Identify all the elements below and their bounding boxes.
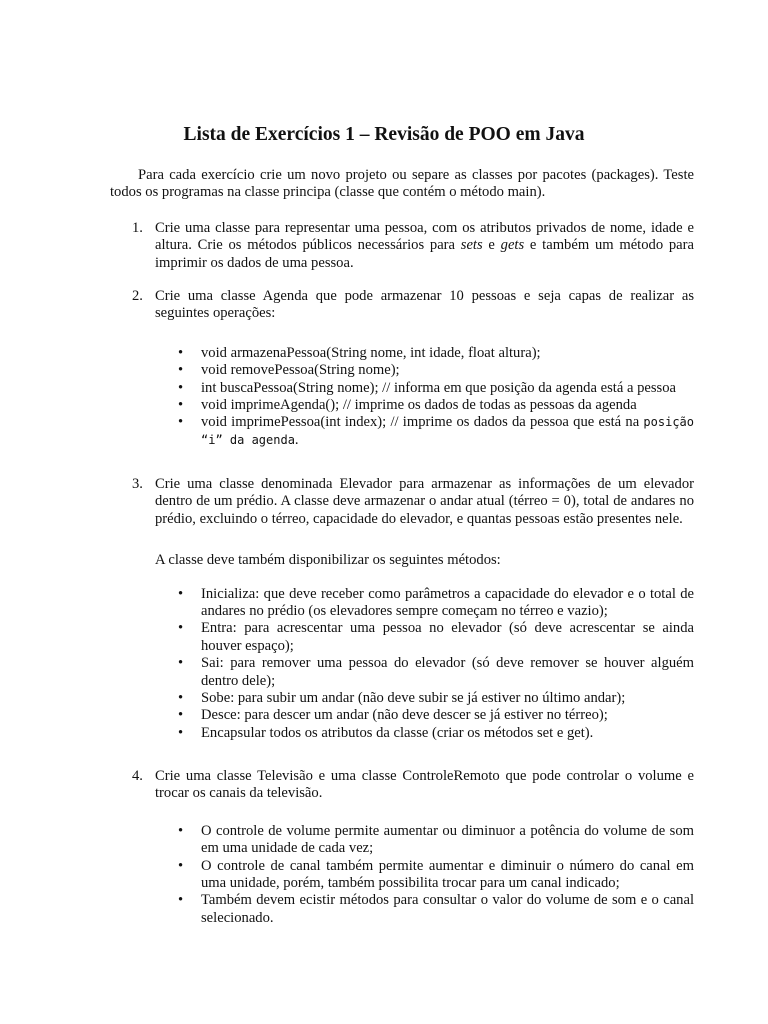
exercise-number: 4. [132, 768, 143, 784]
mono-fragment: posição “i” da agenda [201, 415, 694, 447]
exercise-text: Crie uma classe denominada Elevador para armazenar as informações de um elevador dentro de um prédio. A classe deve armazenar o andar atual (térreo = 0), total de andares no prédio, excluindo o térreo, capacidade do elevador, e quantas pessoas estão presentes nele. [155, 476, 694, 527]
exercise-4 [132, 768, 694, 927]
list-item: • Entra: para acrescentar uma pessoa no elevador (só deve acrescentar se ainda houver espaço); [178, 620, 694, 654]
list-item: • void imprimePessoa(int index); // imprime os dados da pessoa que está na posição “i” da agenda. [178, 414, 694, 448]
bullet-icon: • [178, 397, 184, 414]
list-item: • Inicializa: que deve receber como parâmetros a capacidade do elevador e o total de andares no prédio (os elevadores sempre começam no térreo e vazio); [178, 585, 694, 620]
bullet-icon: • [178, 414, 184, 431]
list-item: • Sobe: para subir um andar (não deve subir se já estiver no último andar); [178, 690, 626, 707]
bullet-icon: • [178, 585, 184, 602]
list-item: • int buscaPessoa(String nome); // informa em que posição da agenda está a pessoa [178, 379, 676, 396]
exercise-3 [132, 476, 694, 742]
exercise-number: 1. [132, 220, 143, 236]
elevator-method-list [178, 586, 694, 743]
sets-term: sets [460, 237, 483, 254]
exercise-text: Crie uma classe Televisão e uma classe ControleRemoto que pode controlar o volume e trocar os canais da televisão. [155, 768, 694, 802]
list-item: • Encapsular todos os atributos da classe (criar os métodos set e get). [178, 724, 594, 741]
exercise-number: 2. [132, 288, 143, 304]
exercise-1 [132, 220, 694, 272]
bullet-icon: • [178, 379, 184, 396]
list-item: • Sai: para remover uma pessoa do elevador (só deve remover se houver alguém dentro dele); [178, 655, 694, 689]
list-item: • void removePessoa(String nome); [178, 362, 400, 379]
bullet-icon: • [178, 892, 184, 909]
document-title: Lista de Exercícios 1 – Revisão de POO em Java [183, 124, 585, 145]
exercise-number: 3. [132, 476, 143, 492]
exercise-2 [132, 288, 694, 449]
agenda-method-list [178, 345, 694, 449]
gets-term: gets [500, 237, 525, 254]
list-item: • void imprimeAgenda(); // imprime os dados de todas as pessoas da agenda [178, 397, 637, 414]
bullet-icon: • [178, 690, 184, 707]
bullet-icon: • [178, 707, 184, 724]
bullet-icon: • [178, 857, 184, 874]
bullet-icon: • [178, 362, 184, 379]
list-item: • Desce: para descer um andar (não deve descer se já estiver no térreo); [178, 707, 608, 724]
tv-control-list [178, 823, 694, 927]
bullet-icon: • [178, 620, 184, 637]
list-item: • Também devem ecistir métodos para consultar o valor do volume de som e o canal selecionado. [178, 892, 694, 926]
bullet-icon: • [178, 822, 184, 839]
intro-paragraph: Para cada exercício crie um novo projeto ou separe as classes por pacotes (packages). Teste todos os programas na classe principa (classe que contém o método main). [110, 167, 694, 201]
exercise-subtext: A classe deve também disponibilizar os seguintes métodos: [155, 552, 501, 569]
exercise-text: Crie uma classe Agenda que pode armazenar 10 pessoas e seja capas de realizar as seguintes operações: [155, 288, 694, 322]
bullet-icon: • [178, 344, 184, 361]
list-item: • O controle de volume permite aumentar ou diminuor a potência do volume de som em uma unidade de cada vez; [178, 822, 694, 857]
list-item: • void armazenaPessoa(String nome, int idade, float altura); [178, 344, 541, 361]
exercise-text: Crie uma classe para representar uma pessoa, com os atributos privados de nome, idade e altura. Crie os métodos públicos necessários para sets e gets e também um método para imprimir os dados de uma pessoa. [155, 220, 694, 271]
bullet-icon: • [178, 724, 184, 741]
bullet-icon: • [178, 655, 184, 672]
list-item: • O controle de canal também permite aumentar e diminuir o número do canal em uma unidade, porém, também possibilita trocar para um canal indicado; [178, 857, 694, 892]
